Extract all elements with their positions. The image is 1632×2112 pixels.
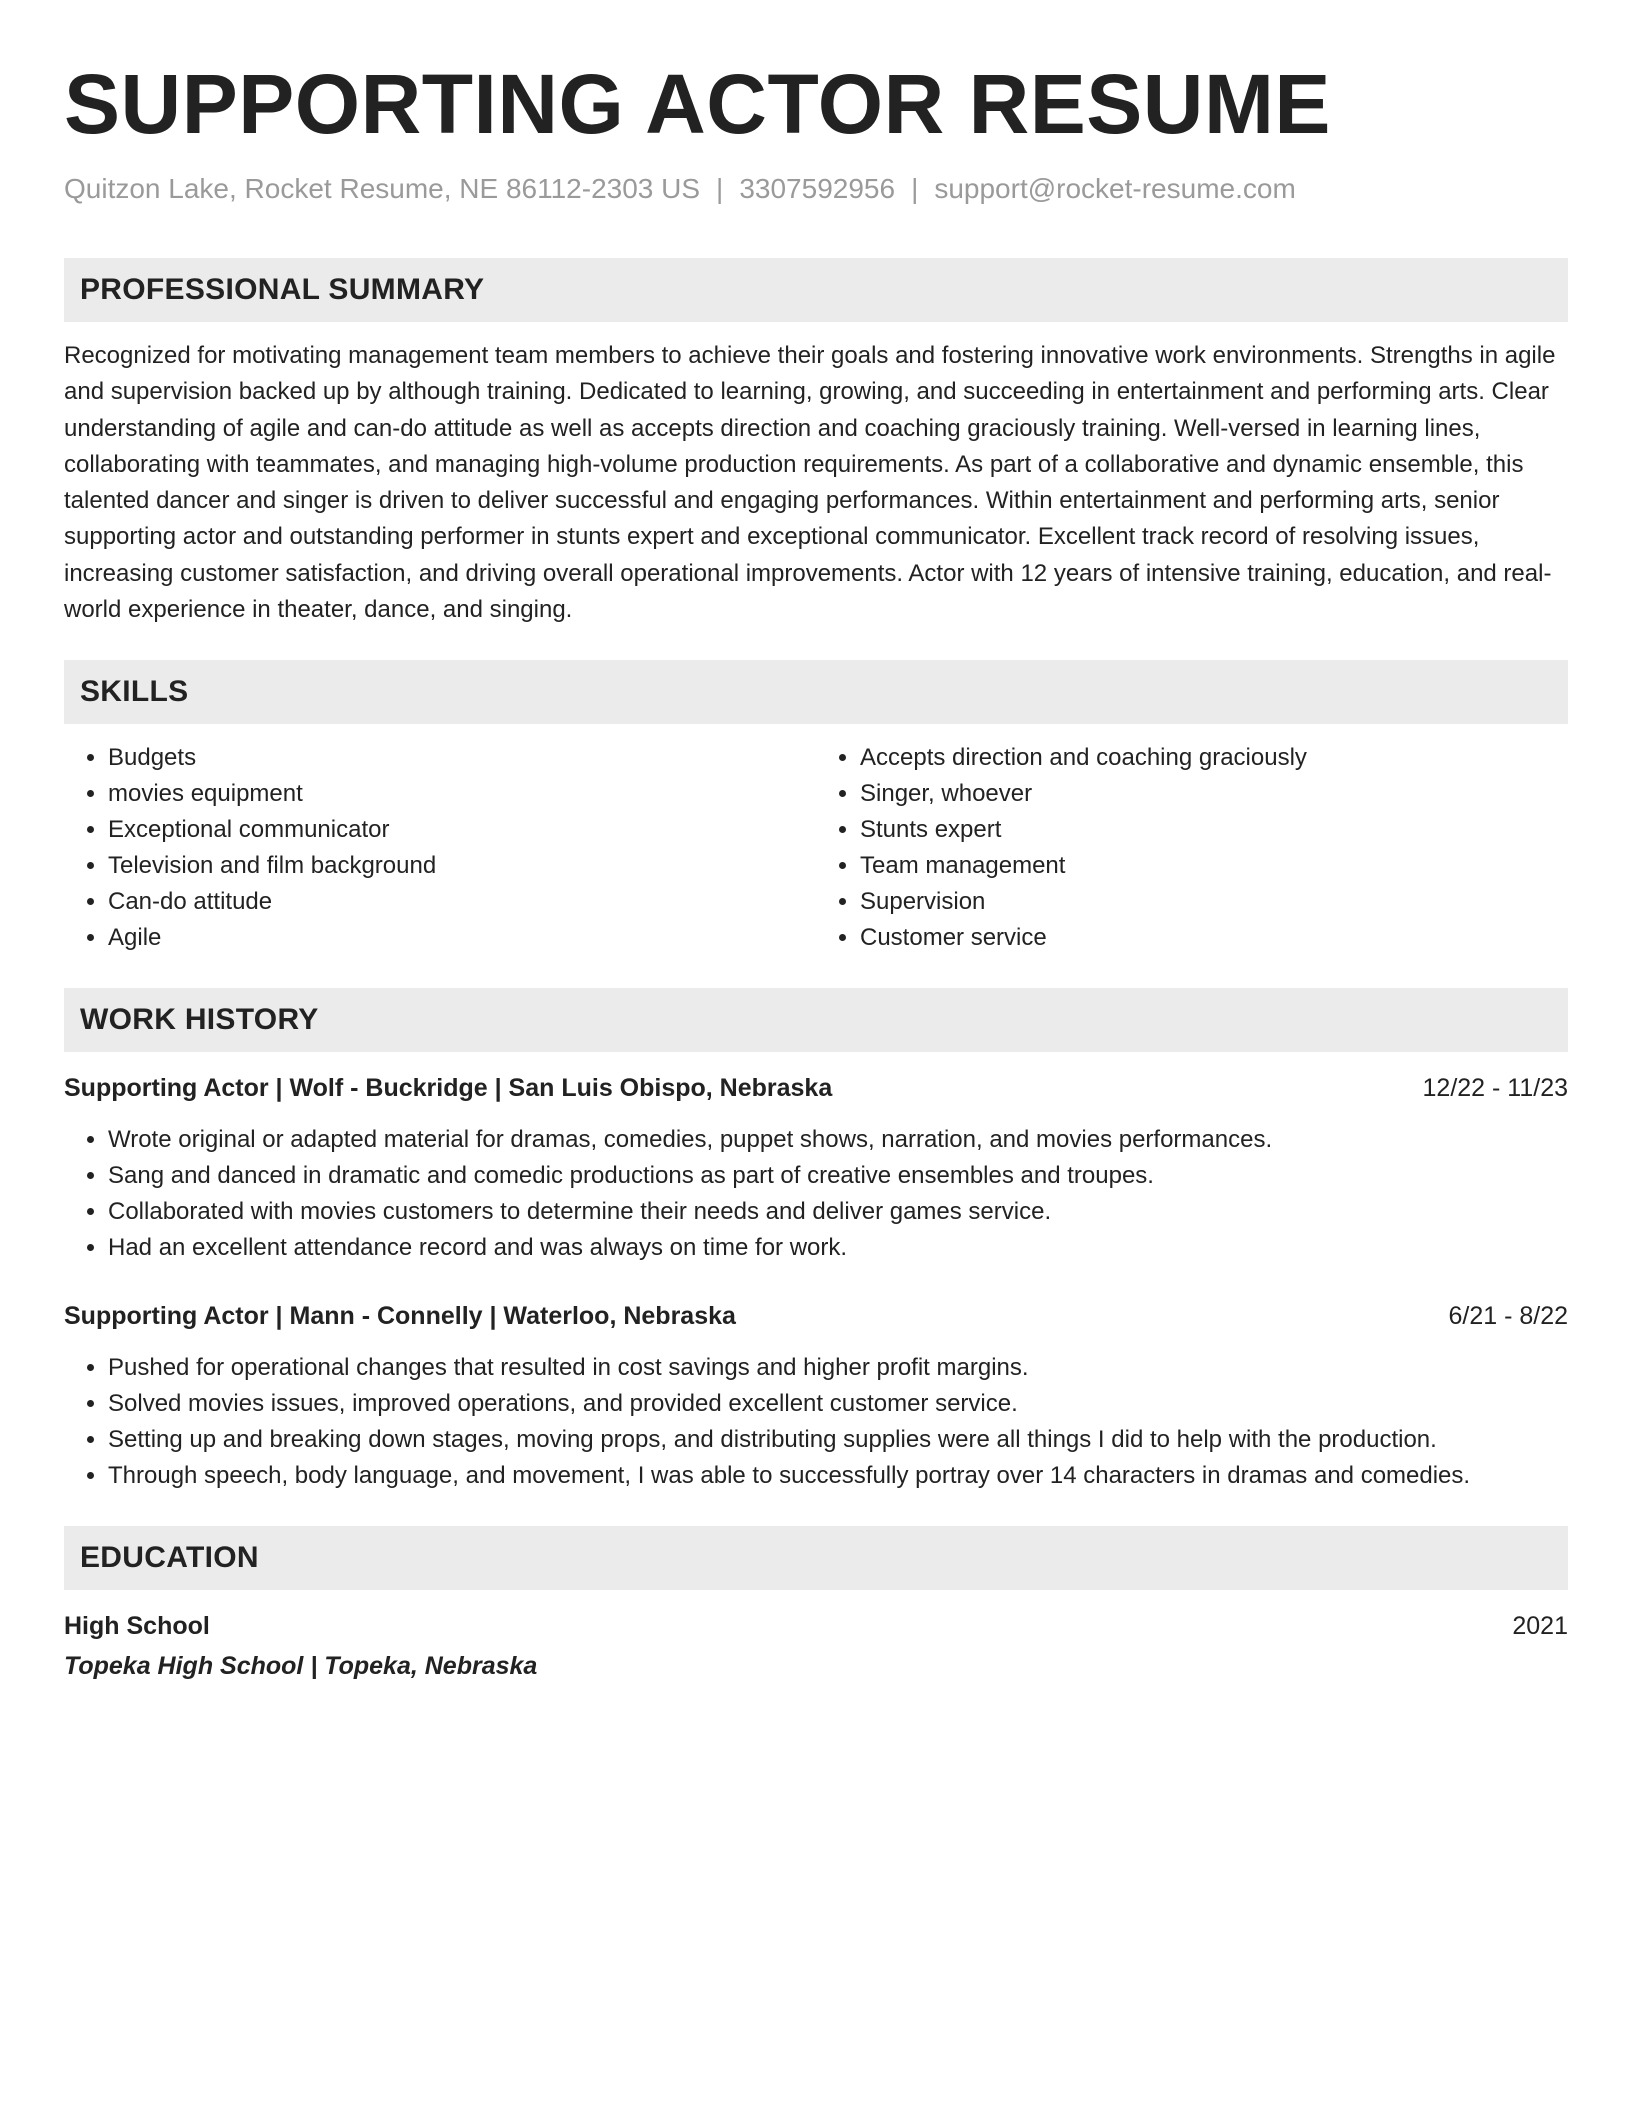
job-dates: 12/22 - 11/23 (1422, 1074, 1568, 1103)
skills-list (64, 740, 1568, 956)
skill-item: • Accepts direction and coaching graciously (860, 740, 1568, 776)
skill-item: • Budgets (108, 740, 816, 776)
job-bullet: • Collaborated with movies customers to determine their needs and deliver games service. (108, 1194, 1568, 1230)
skill-item: • Stunts expert (860, 812, 1568, 848)
job-header (64, 1298, 1568, 1334)
job-bullet: • Had an excellent attendance record and was always on time for work. (108, 1230, 1568, 1266)
skill-item: • Agile (108, 920, 816, 956)
skill-item: • Supervision (860, 884, 1568, 920)
job-title: Supporting Actor | Mann - Connelly | Waterloo, Nebraska (64, 1302, 736, 1331)
skill-item: • Singer, whoever (860, 776, 1568, 812)
job-dates: 6/21 - 8/22 (1448, 1302, 1568, 1331)
skill-item: • Can-do attitude (108, 884, 816, 920)
job-bullet: • Pushed for operational changes that resulted in cost savings and higher profit margins. (108, 1350, 1568, 1386)
job-header (64, 1070, 1568, 1106)
education-year: 2021 (1512, 1612, 1568, 1641)
job-bullet: • Solved movies issues, improved operations, and provided excellent customer service. (108, 1386, 1568, 1422)
contact-phone: 3307592956 (739, 173, 896, 204)
job-bullet: • Through speech, body language, and movement, I was able to successfully portray over 14 characters in dramas and comedies. (108, 1458, 1568, 1494)
job-title: Supporting Actor | Wolf - Buckridge | San Luis Obispo, Nebraska (64, 1074, 833, 1103)
job-bullet: • Setting up and breaking down stages, moving props, and distributing supplies were all things I did to help with the production. (108, 1422, 1568, 1458)
section-header-skills: SKILLS (64, 660, 1568, 724)
education-degree: High School (64, 1612, 210, 1641)
skill-item: • movies equipment (108, 776, 816, 812)
contact-separator: | (716, 173, 724, 204)
section-header-work-history: WORK HISTORY (64, 988, 1568, 1052)
section-header-summary: PROFESSIONAL SUMMARY (64, 258, 1568, 322)
contact-separator: | (911, 173, 919, 204)
resume-title: SUPPORTING ACTOR RESUME (64, 57, 1331, 151)
summary-text: Recognized for motivating management team members to achieve their goals and fostering innovative work environments. Strengths in agile and supervision backed up by although training. Dedicated to learning, growing, and succeeding in entertainment and performing arts. Clear understanding of agile and can-do attitude as well as accepts direction and coaching graciously training. Well-versed in learning lines, collaborating with teammates, and managing high-volume production requirements. As part of a collaborative and dynamic ensemble, this talented dancer and singer is driven to deliver successful and engaging performances. Within entertainment and performing arts, senior supporting actor and outstanding performer in stunts expert and exceptional communicator. Excellent track record of resolving issues, increasing customer satisfaction, and driving overall operational improvements. Actor with 12 years of intensive training, education, and real-world experience in theater, dance, and singing. (64, 342, 1556, 624)
section-header-education: EDUCATION (64, 1526, 1568, 1590)
skills-column-left (64, 740, 816, 956)
job-bullet: • Sang and danced in dramatic and comedic productions as part of creative ensembles and troupes. (108, 1158, 1568, 1194)
skills-column-right (816, 740, 1568, 956)
contact-address: Quitzon Lake, Rocket Resume, NE 86112-2303 US (64, 173, 701, 204)
job-bullet: • Wrote original or adapted material for dramas, comedies, puppet shows, narration, and movies performances. (108, 1122, 1568, 1158)
job-bullets (64, 1350, 1568, 1494)
skill-item: • Exceptional communicator (108, 812, 816, 848)
job-bullets (64, 1122, 1568, 1266)
skill-item: • Television and film background (108, 848, 816, 884)
contact-email: support@rocket-resume.com (934, 173, 1296, 204)
education-school: Topeka High School | Topeka, Nebraska (64, 1652, 538, 1681)
skill-item: • Team management (860, 848, 1568, 884)
contact-line (64, 172, 1568, 206)
skill-item: • Customer service (860, 920, 1568, 956)
education-header (64, 1608, 1568, 1644)
